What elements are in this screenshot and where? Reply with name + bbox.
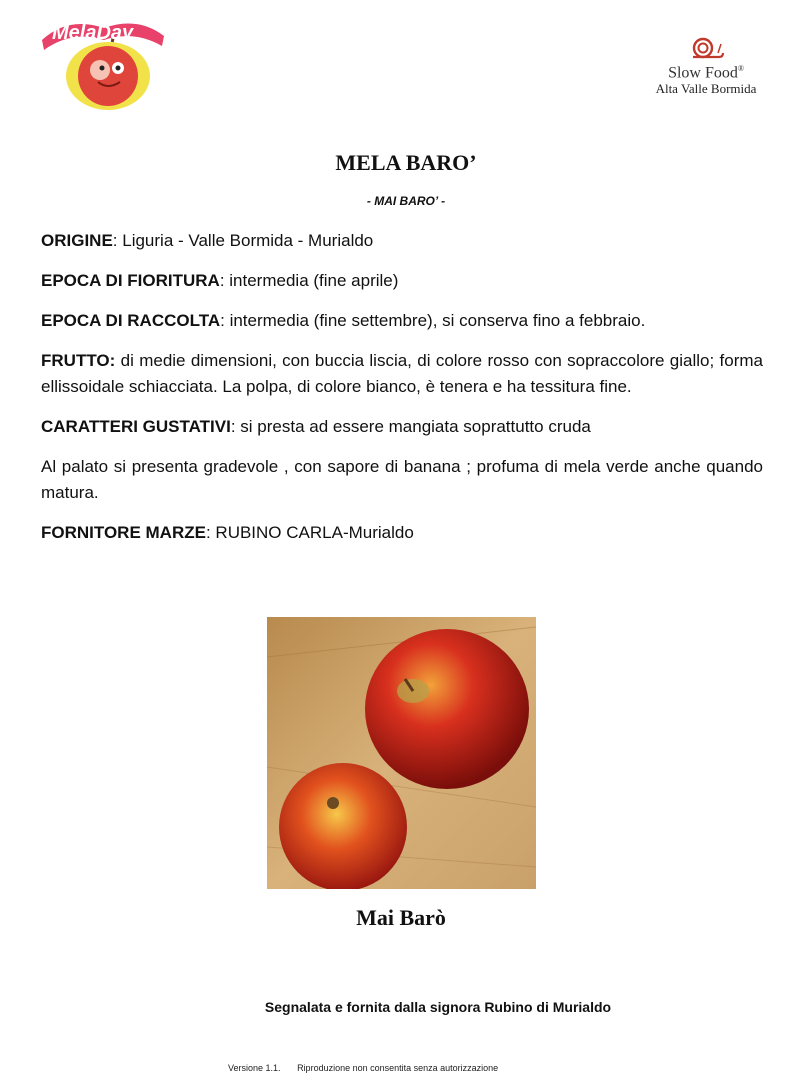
flowering-paragraph — [41, 268, 763, 294]
section-text: : si presta ad essere mangiata soprattutto cruda — [230, 417, 591, 436]
section-label: EPOCA DI FIORITURA — [41, 271, 220, 290]
section-text: : Liguria - Valle Bormida - Murialdo — [112, 231, 374, 250]
credit-line: Segnalata e fornita dalla signora Rubino di Murialdo — [264, 999, 612, 1015]
section-text: di medie dimensioni, con buccia liscia, di colore rosso con sopraccolore giallo; forma ellissoidale schiacciata. La polpa, di colore bianco, è tenera e ha tessitura fine. — [41, 351, 763, 396]
registered-mark: ® — [737, 64, 744, 73]
page-title: MELA BARO’ — [335, 150, 477, 175]
description — [41, 228, 763, 560]
meladay-logo — [38, 10, 168, 112]
palate-paragraph — [41, 454, 763, 506]
origin-paragraph — [41, 228, 763, 254]
photo-caption: Mai Barò — [356, 905, 446, 930]
section-label: FRUTTO: — [41, 351, 116, 370]
supplier-paragraph — [41, 520, 763, 546]
section-label: FORNITORE MARZE — [41, 523, 206, 542]
meladay-logo-text: MelaDay — [52, 22, 134, 44]
section-text: : RUBINO CARLA-Murialdo — [205, 523, 414, 542]
snail-icon — [687, 36, 725, 60]
slow-food-subtitle: Alta Valle Bormida — [655, 81, 757, 97]
harvest-paragraph — [41, 308, 763, 334]
section-text: Al palato si presenta gradevole , con sapore di banana ; profuma di mela verde anche quando matura. — [41, 457, 763, 502]
fruit-paragraph — [41, 348, 763, 400]
section-text: : intermedia (fine settembre), si conserva fino a febbraio. — [220, 311, 646, 330]
apples-photo-icon — [267, 617, 536, 889]
slow-food-logo — [640, 36, 772, 100]
section-label: CARATTERI GUSTATIVI — [41, 417, 231, 436]
section-text: : intermedia (fine aprile) — [219, 271, 399, 290]
apples-photo — [267, 617, 536, 889]
footer-version: Versione 1.1. — [228, 1063, 281, 1073]
taste-paragraph — [41, 414, 763, 440]
section-label: EPOCA DI RACCOLTA — [41, 311, 221, 330]
footer-notice: Riproduzione non consentita senza autorizzazione — [297, 1063, 499, 1073]
page-subtitle: - MAI BARO’ - — [366, 194, 446, 208]
section-label: ORIGINE — [41, 231, 113, 250]
slow-food-name: Slow Food — [668, 64, 738, 82]
footer — [228, 1063, 512, 1073]
